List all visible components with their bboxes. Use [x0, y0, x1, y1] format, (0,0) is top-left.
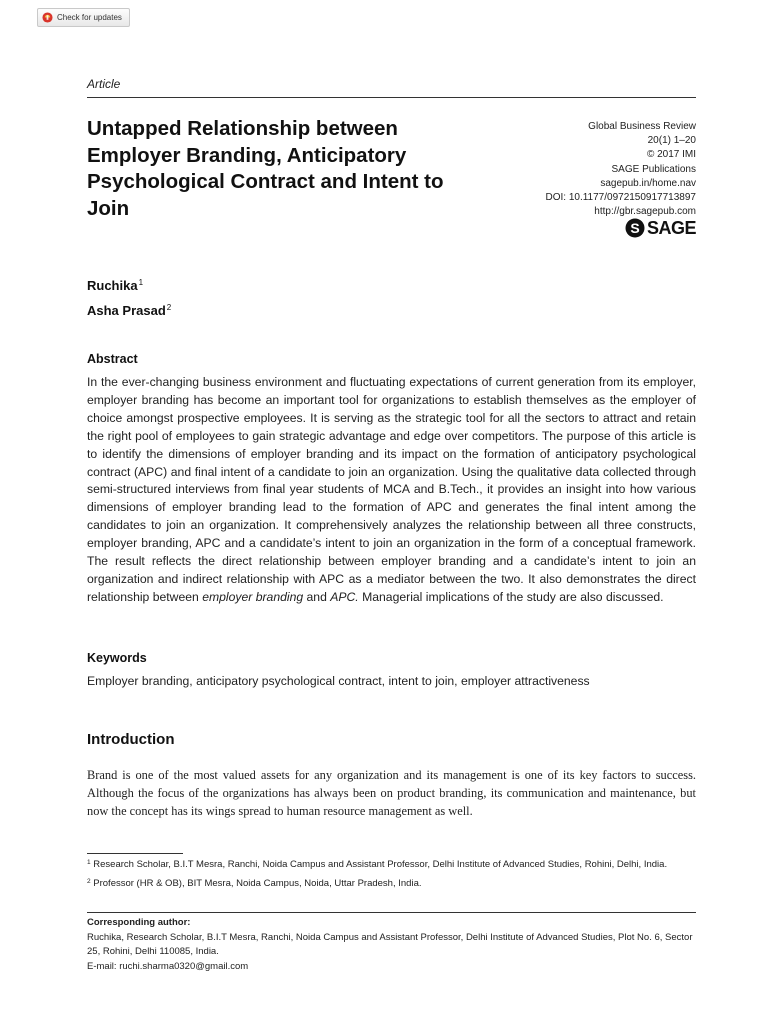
check-for-updates-badge[interactable] — [37, 8, 130, 27]
footnote-1: $^1$ Research Scholar, B.I.T Mesra, Ranchi, Noida Campus and Assistant Professor, Delhi Institute of Advanced Studies, Rohini, Delhi, India. — [87, 859, 668, 870]
update-badge-icon — [42, 12, 53, 23]
header-divider — [87, 97, 696, 98]
footnote-divider — [87, 853, 183, 854]
footnote-2: $^2$ Professor (HR & OB), BIT Mesra, Noida Campus, Noida, Uttar Pradesh, India. — [87, 877, 422, 889]
journal-name: Global Business Review — [588, 121, 696, 132]
journal-url-link[interactable]: http://gbr.sagepub.com — [594, 206, 696, 218]
author-name: Ruchika — [87, 278, 138, 293]
keywords-heading: Keywords — [87, 651, 147, 665]
journal-copyright: © 2017 IMI — [646, 149, 696, 161]
author-affiliation-mark: 1 — [138, 278, 144, 287]
corresponding-address: Ruchika, Research Scholar, B.I.T Mesra, Ranchi, Noida Campus and Assistant Professor, Delhi Institute of Advanced Studies, Plot No. 6, Sector 25, Rohini, Delhi 110085, India. — [87, 931, 693, 958]
author-affiliation-mark: 2 — [166, 303, 172, 312]
journal-volume: 20(1) 1–20 — [647, 135, 696, 147]
abstract-heading: Abstract — [87, 352, 138, 366]
journal-homepage-link[interactable]: sagepub.in/home.nav — [600, 177, 696, 189]
corresponding-author — [87, 916, 696, 974]
article-title: Untapped Relationship between Employer Branding, Anticipatory Psychological Contract and Intent to Join — [87, 117, 444, 220]
footnotes — [87, 856, 696, 893]
sage-logo-wordmark: SAGE — [646, 217, 696, 238]
corresponding-heading: Corresponding author: — [87, 917, 191, 928]
introduction-text: Brand is one of the most valued assets for any organization and its management is one of its key factors to success. Although the focus of the organizations has always been on product branding, its communication and maintenance, but now the concept has its wings spread to human resource management as well. — [87, 768, 696, 818]
keywords-text: Employer branding, anticipatory psychological contract, intent to join, employer attractiveness — [87, 674, 590, 688]
author-name: Asha Prasad — [87, 303, 166, 318]
corresponding-divider — [87, 912, 696, 913]
author-1 — [87, 278, 143, 293]
corresponding-email[interactable]: E-mail: ruchi.sharma0320@gmail.com — [87, 960, 249, 972]
article-type-label: Article — [87, 77, 121, 91]
sage-logo-icon — [625, 218, 645, 238]
svg-text:S: S — [630, 220, 640, 236]
author-2 — [87, 303, 171, 318]
introduction-heading: Introduction — [87, 731, 175, 748]
journal-publisher: SAGE Publications — [611, 163, 696, 175]
badge-label: Check for updates — [57, 13, 122, 22]
journal-info — [436, 120, 696, 219]
sage-logo — [625, 217, 696, 239]
abstract-text: In the ever-changing business environment and fluctuating expectations of current generation from its employer, employer branding has become an important tool for organizations to establish themselves as the employer of choice amongst prospective employees. It is serving as the strategic tool for all the sectors to attract and retain the right pool of employees to gain strategic advantage and edge over competitors. The purpose of this article is to identify the dimensions of employer branding and its impact on the formation of anticipatory psychological contract (APC) and final intent of a candidate to join an organization. Using the qualitative data collected through semi-structured interviews from final year students of MCA and B.Tech., it provides an insight into how various dimensions of employer branding lead to the formation of APC and generates the final intent among the candidates to join an organization. It comprehensively analyzes the relationship between all three constructs, employer branding, APC and a candidate’s intent to join an organization in the form of a conceptual framework. The result reflects the direct relationship between employer branding and a candidate’s intent to join an organization and indirect relationship with APC as a mediator between the two. It also demonstrates the direct relationship between employer branding and APC. Managerial implications of the study are also discussed. — [87, 375, 696, 604]
journal-doi[interactable]: DOI: 10.1177/0972150917713897 — [545, 192, 696, 204]
